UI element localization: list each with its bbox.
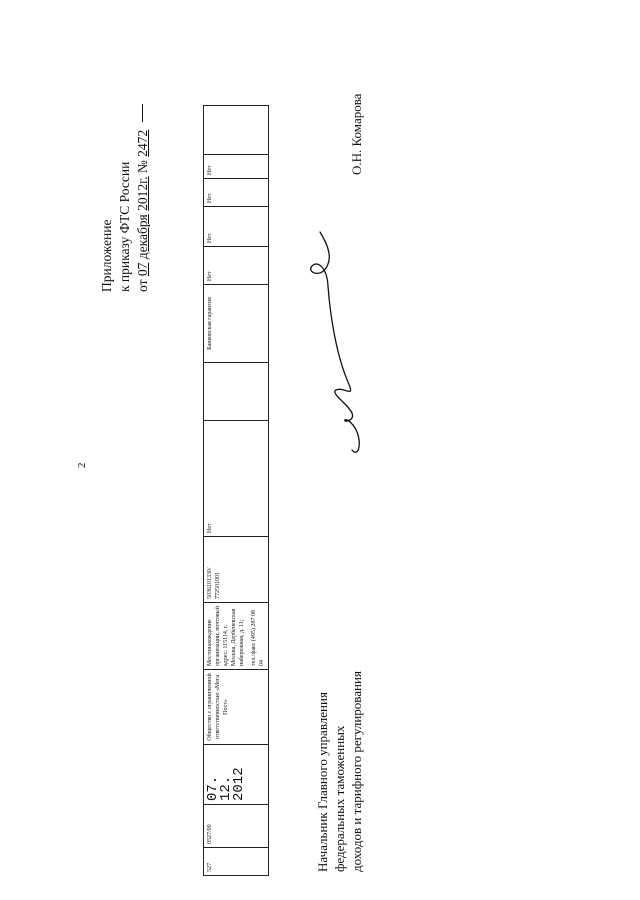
cell-address xyxy=(204,603,269,670)
registry-table xyxy=(203,105,269,876)
position-line-3: доходов и тарифного регулирования xyxy=(349,671,364,872)
cell-col8 xyxy=(204,363,269,421)
cell-col11: Нет xyxy=(204,207,269,247)
position-line-1: Начальник Главного управления xyxy=(315,692,330,872)
cell-guarantee: Банковская гарантия xyxy=(204,285,269,363)
position-line-2: федеральных таможенных xyxy=(332,725,347,872)
order-month: декабря xyxy=(135,214,150,260)
appendix-title: Приложение xyxy=(99,219,114,292)
table-row xyxy=(204,106,269,876)
cell-date: 07. 12. 2012 xyxy=(204,745,269,805)
cell-col10: Нет xyxy=(204,247,269,285)
cell-code: 0527/00 xyxy=(204,805,269,848)
appendix-header xyxy=(98,62,152,292)
underline-blank xyxy=(142,104,143,122)
cell-col12: Нет xyxy=(204,179,269,207)
cell-inn-kpp: 5036101330/ 772501001 xyxy=(204,537,269,603)
handwritten-signature xyxy=(290,224,370,464)
number-sign: № xyxy=(135,160,150,174)
order-number: 2472 xyxy=(135,129,150,157)
order-day: 07 xyxy=(135,262,150,277)
cell-index: 527 xyxy=(204,848,269,876)
signatory-position xyxy=(314,552,365,872)
cell-col7: Нет xyxy=(204,421,269,537)
page-number: 2 xyxy=(76,462,88,468)
order-date-prefix: от xyxy=(135,279,150,292)
phone-text: тел./факс (495) 287 08 04 xyxy=(251,610,265,666)
order-date-line xyxy=(134,62,152,292)
cell-col14 xyxy=(204,106,269,155)
address-text: Местонахождение организации, почтовый адрес: 115114, г. Москва, Дербеневская набережная, д. 11; xyxy=(207,606,245,666)
signatory-name: О.Н. Комарова xyxy=(349,93,364,175)
cell-organization: Общество с ограниченной ответственностью «Мега Пост» xyxy=(204,670,269,745)
order-year: 2012г. xyxy=(135,176,150,211)
order-reference: к приказу ФТС России xyxy=(117,161,132,292)
cell-col13: Нет xyxy=(204,155,269,179)
